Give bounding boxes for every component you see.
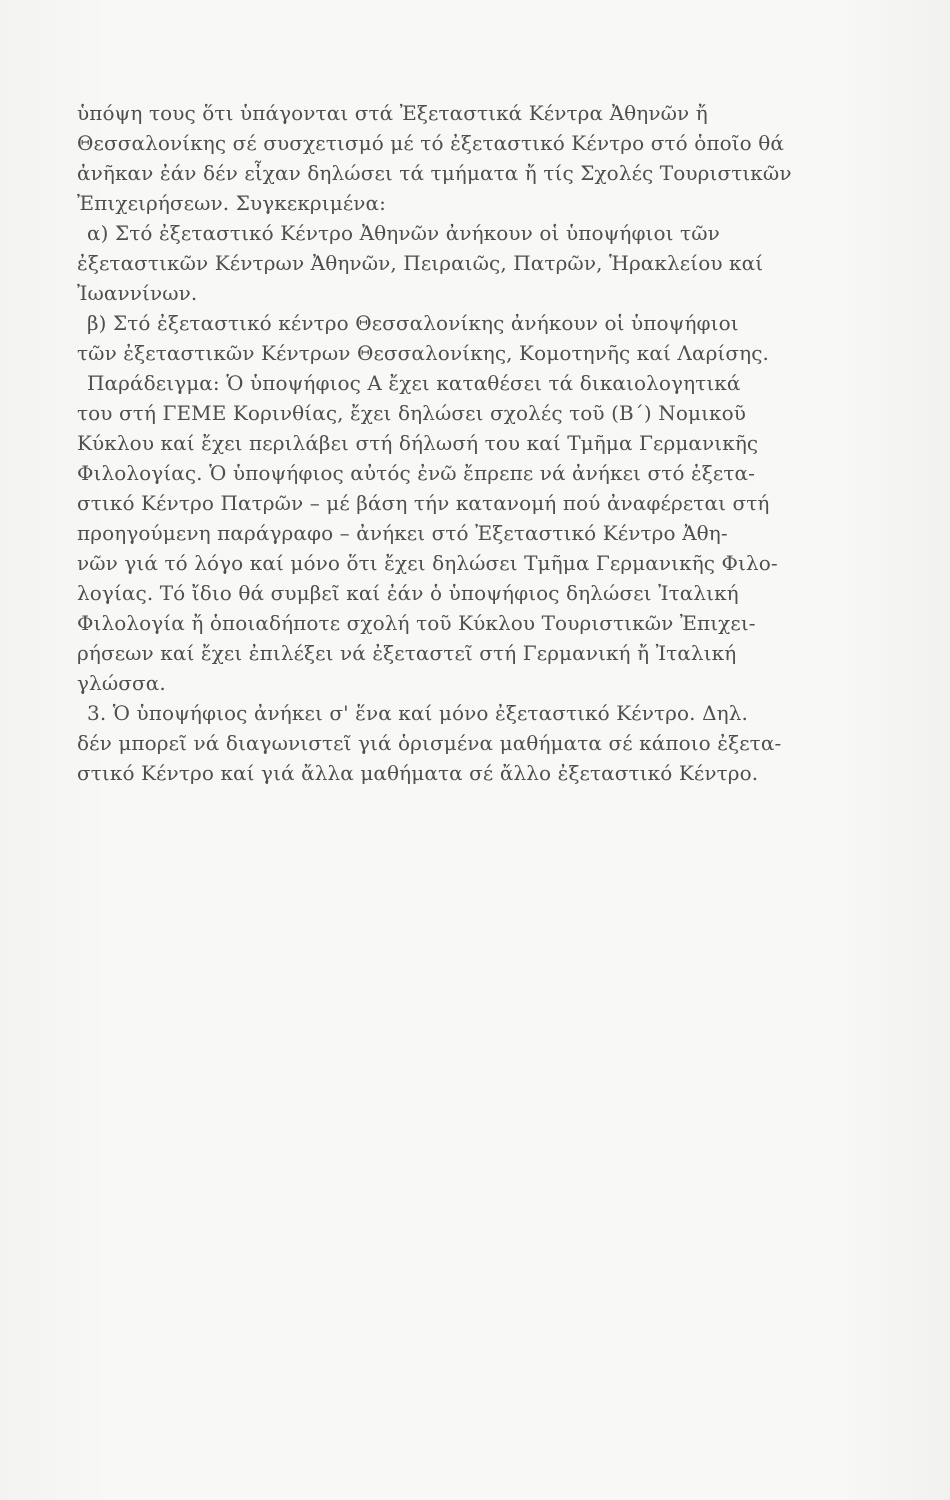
text-line: τῶν ἐξεταστικῶν Κέντρων Θεσσαλονίκης, Κομοτηνῆς καί Λαρίσης.	[77, 341, 769, 365]
text-line: Θεσσαλονίκης σέ συσχετισμό μέ τό ἐξεταστικό Κέντρο στό ὁποῖο θά	[77, 131, 785, 155]
text-line: Κύκλου καί ἔχει περιλάβει στή δήλωσή του καί Τμῆμα Γερμανικῆς	[77, 431, 759, 455]
text-line: στικό Κέντρο καί γιά ἄλλα μαθήματα σέ ἄλλο ἐξεταστικό Κέντρο.	[77, 761, 759, 785]
text-line: Ἐπιχειρήσεων. Συγκεκριμένα:	[77, 191, 386, 215]
text-line: ὑπόψη τους ὅτι ὑπάγονται στά Ἐξεταστικά Κέντρα Ἀθηνῶν ἤ	[77, 101, 708, 125]
text-line: Παράδειγμα: Ὁ ὑποψήφιος Α ἔχει καταθέσει τά δικαιολογητικά	[87, 371, 741, 395]
text-line: προηγούμενη παράγραφο – ἀνήκει στό Ἐξεταστικό Κέντρο Ἀθη-	[77, 521, 728, 545]
text-line: Φιλολογίας. Ὁ ὑποψήφιος αὐτός ἐνῶ ἔπρεπε νά ἀνήκει στό ἐξετα-	[77, 461, 756, 485]
text-line: δέν μπορεῖ νά διαγωνιστεῖ γιά ὁρισμένα μαθήματα σέ κάποιο ἐξετα-	[77, 731, 782, 755]
text-line: στικό Κέντρο Πατρῶν – μέ βάση τήν κατανομή πού ἀναφέρεται στή	[77, 491, 770, 515]
body-text	[77, 98, 812, 788]
text-line: γλώσσα.	[77, 671, 166, 695]
text-line: νῶν γιά τό λόγο καί μόνο ὅτι ἔχει δηλώσει Τμῆμα Γερμανικῆς Φιλο-	[77, 551, 778, 575]
text-line: β) Στό ἐξεταστικό κέντρο Θεσσαλονίκης ἀνήκουν οἱ ὑποψήφιοι	[87, 311, 739, 335]
text-line: λογίας. Τό ἴδιο θά συμβεῖ καί ἐάν ὁ ὑποψήφιος δηλώσει Ἰταλική	[77, 581, 739, 605]
text-line: 3. Ὁ ὑποψήφιος ἀνήκει σ' ἕνα καί μόνο ἐξεταστικό Κέντρο. Δηλ.	[87, 701, 748, 725]
text-line: ρήσεων καί ἔχει ἐπιλέξει νά ἐξεταστεῖ στή Γερμανική ἤ Ἰταλική	[77, 641, 737, 665]
text-line: Φιλολογία ἤ ὁποιαδήποτε σχολή τοῦ Κύκλου Τουριστικῶν Ἐπιχει-	[77, 611, 756, 635]
text-line: Ἰωαννίνων.	[77, 281, 198, 305]
text-line: του στή ΓΕΜΕ Κορινθίας, ἔχει δηλώσει σχολές τοῦ (Β΄) Νομικοῦ	[77, 401, 747, 425]
text-line: α) Στό ἐξεταστικό Κέντρο Ἀθηνῶν ἀνήκουν οἱ ὑποψήφιοι τῶν	[87, 221, 720, 245]
text-line: ἀνῆκαν ἐάν δέν εἶχαν δηλώσει τά τμήματα ἤ τίς Σχολές Τουριστικῶν	[77, 161, 792, 185]
text-line: ἐξεταστικῶν Κέντρων Ἀθηνῶν, Πειραιῶς, Πατρῶν, Ἡρακλείου καί	[77, 251, 764, 275]
